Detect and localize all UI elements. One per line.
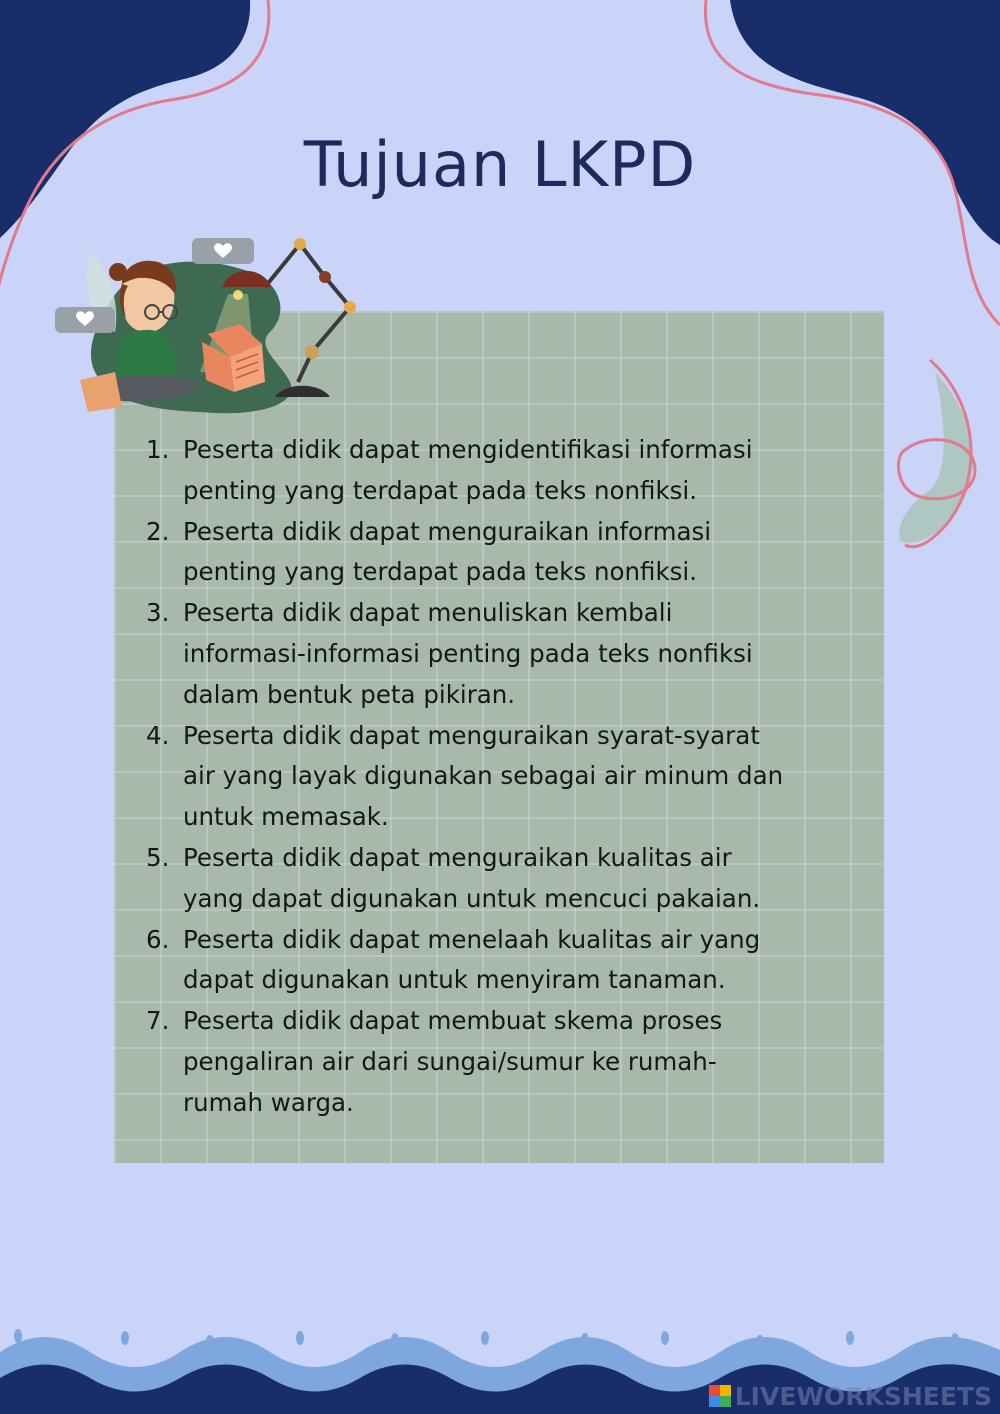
objective-line: dalam bentuk peta pikiran. [183,679,516,709]
objective-line: Peserta didik dapat menguraikan informasi [183,516,712,546]
objective-line: Peserta didik dapat menguraikan kualitas air [183,842,732,872]
heart-icon-left [55,307,115,333]
objective-line: penting yang terdapat pada teks nonfiksi. [183,557,698,587]
liveworksheets-watermark[interactable] [709,1382,992,1410]
girl-reading-illustration [50,232,370,432]
objective-line: informasi-informasi penting pada teks nonfiksi [183,638,753,668]
objective-line: Peserta didik dapat mengidentifikasi informasi [183,435,753,464]
droplets [14,1329,959,1349]
watermark-text: LIVEWORKSHEETS [734,1381,992,1411]
logo-cell-l [709,1385,720,1396]
top-left-blob [0,0,250,238]
objective-number: 3. [146,598,170,628]
objective-number: 6. [146,924,170,954]
objective-line: Peserta didik dapat menuliskan kembali [183,598,673,628]
objective-line: Peserta didik dapat membuat skema proses [183,1006,723,1036]
objective-number: 7. [146,1006,170,1036]
objective-line: rumah warga. [183,1087,354,1117]
objective-line: yang dapat digunakan untuk mencuci pakaian. [183,883,761,913]
objective-item [146,716,846,838]
objective-line: Peserta didik dapat menelaah kualitas air yang [183,924,761,954]
objective-item [146,838,846,920]
logo-cell-i [720,1385,731,1396]
objectives-list [146,430,846,1124]
objective-line: dapat digunakan untuk menyiram tanaman. [183,965,726,995]
page-title: Tujuan LKPD [303,128,697,201]
objective-number: 4. [146,720,170,750]
objective-item [146,920,846,1002]
objective-item [146,430,846,512]
objective-line: Peserta didik dapat menguraikan syarat-syarat [183,720,760,750]
right-leaf-shape [899,372,973,543]
logo-cell-e [720,1396,731,1407]
logo-cell-v [709,1396,720,1407]
objective-number: 1. [146,435,170,464]
objective-line: pengaliran air dari sungai/sumur ke rumah- [183,1046,717,1076]
objective-item [146,593,846,715]
liveworksheets-logo-icon [709,1385,731,1407]
objective-item [146,1001,846,1123]
objective-line: untuk memasak. [183,802,389,832]
objective-number: 2. [146,516,170,546]
objective-number: 5. [146,842,170,872]
objective-line: air yang layak digunakan sebagai air minum dan [183,761,784,791]
heart-icon-right [192,238,254,264]
objective-item [146,512,846,594]
objective-line: penting yang terdapat pada teks nonfiksi. [183,475,698,505]
